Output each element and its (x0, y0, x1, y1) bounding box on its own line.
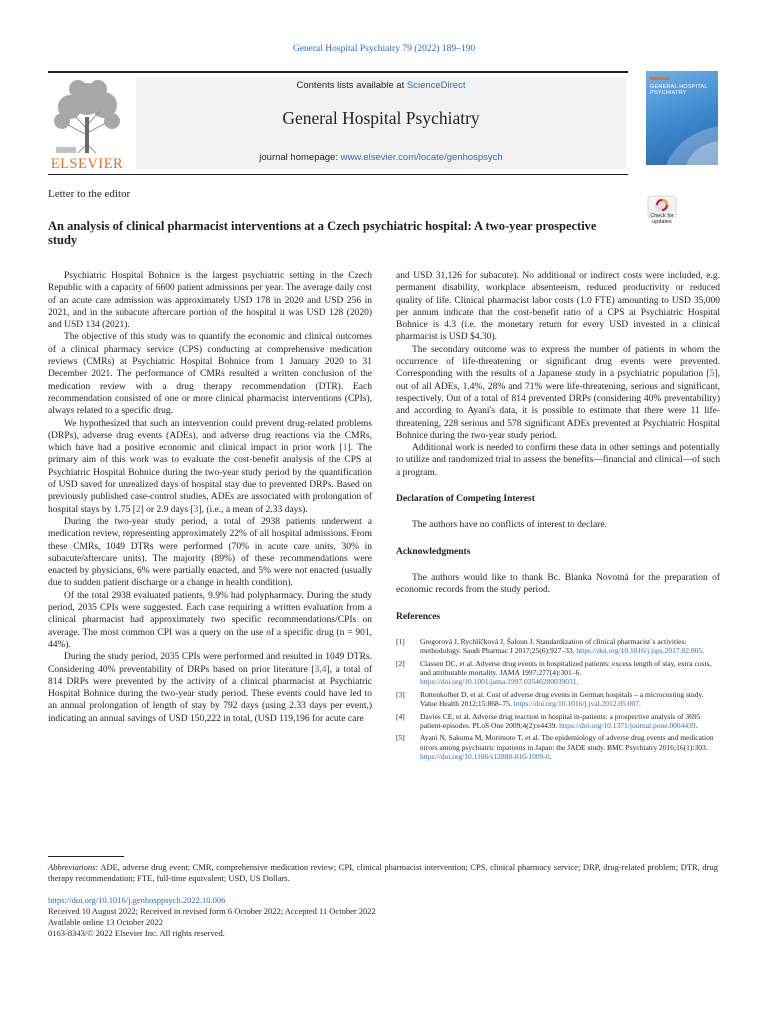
journal-banner (136, 77, 626, 169)
reference-item: [1] Gregorová J, Rychlíčková J, Šaloun J. Standardization of clinical pharmacist´s activities: methodology. Saudi Pharmac J 2017;25(6):927–33. https://doi.org/10.1016/j.jsps.2017.02.005. (396, 636, 704, 656)
citation-link[interactable]: 3 (193, 504, 199, 515)
contents-line: Contents lists available at ScienceDirect (296, 80, 466, 91)
reference-item: [5] Ayani N, Sakuma M, Morimoto T, et al. The epidemiology of adverse drug events and medication errors among psychiatric inpatients in Japan: the JADE study. BMC Psychiatry 2016;16(1):303. https://doi.org/10.1186/s12888-016-1009-0. (396, 733, 714, 762)
body-paragraph: and USD 31,126 for subacute). No additional or indirect costs were included, e.g. permanent disability, workplace absenteeism, reduced productivity or reduced quality of life. Clinical pharmacist labor costs (1.0 FTE) amounting to USD 35,000 per annum indicate that the cost-benefit ratio of a CPS at Psychiatric Hospital Bohnice is 4.3 (i.e. the monetary return for every USD invested in a clinical pharmacist is USD $4.30). (396, 271, 720, 343)
abbreviations-footnote: Abbreviations: ADE, adverse drug event; CMR, comprehensive medication review; CPI, clinical pharmacist intervention; CPS, clinical pharmacy service; DRP, drug-related problem; DTR, drug therapy recommendation; FTE, full-time equivalent; USD, US Dollars. (48, 862, 718, 883)
citation-link[interactable]: 5 (709, 369, 715, 380)
footnote-rule (48, 856, 124, 857)
citation-link[interactable]: 2 (135, 504, 141, 515)
section-heading-acknowledgments: Acknowledgments (396, 546, 471, 557)
journal-title: General Hospital Psychiatry (282, 108, 480, 128)
masthead-top-rule (48, 71, 628, 73)
check-for-updates-label[interactable]: Check for updates (650, 213, 674, 225)
masthead-bottom-rule (48, 174, 628, 175)
homepage-line: journal homepage: www.elsevier.com/locate/genhospsych (259, 152, 503, 163)
body-paragraph: Psychiatric Hospital Bohnice is the largest psychiatric setting in the Czech Republic with a capacity of 6600 patient admissions per year. The average daily cost of an acute care admission was approximately USD 178 in 2020 and USD 256 in 2021, and in the subacute aftercare portion of the hospital it was USD 128 (2020) and USD 134 (2021). (48, 271, 372, 331)
body-paragraph: During the two-year study period, a total of 2938 patients underwent a medication review, representing approximately 22% of all hospital admissions. From these CMRs, 1049 DTRs were performed (70% in acute care units, 30% in subacute/aftercare units). The majority (89%) of these recommendations were enacted by physicians, 6% were partially enacted, and 5% were not enacted (usually due to sudden patient discharge or a change in health condition). (48, 516, 372, 589)
acknowledgments-text: The authors would like to thank Bc. Blanka Novotná for the preparation of economic records from the study period. (396, 572, 720, 596)
reference-item: [2] Classen DC, et al. Adverse drug events in hospitalized patients: excess length of stay, extra costs, and attributable mortality. JAMA 1997;277(4):301–6. https://doi.org/10.1001/jama.1997.03540280039031. (396, 658, 712, 687)
journal-homepage-link[interactable]: www.elsevier.com/locate/genhospsych (340, 152, 503, 163)
body-paragraph: During the study period, 2035 CPIs were performed and resulted in 1049 DTRs. Considering 40% preventability of DRPs based on prior literature [3,4], a total of 814 DRPs were prevented by the activity of a clinical pharmacist at Psychiatric Hospital Bohnice during the two-year study period. These events could have led to an annual prolongation of length of stay by 792 days (using 2.33 days per event,) indicating an annual savings of USD 150,222 in total, (USD 119,196 for acute care (48, 652, 372, 724)
article-footer (48, 895, 718, 939)
article-type: Letter to the editor (48, 188, 131, 200)
body-paragraph: We hypothesized that such an intervention could prevent drug-related problems (DRPs), adverse drug events (ADEs), and adverse drug reactions via the CMRs, which have had a positive economic and clinical impact in prior work [1]. The primary aim of this work was to evaluate the cost-benefit analysis of the CPS at Psychiatric Hospital Bohnice during the two-year study period by the quantification of USD saved for unrealized days of hospital stay due to prevented DRPs. Based on previously published case-control studies, ADEs are associated with prolongation of hospital stays by 1.75 [2] or 2.9 days [3], (i.e., a mean of 2.33 days). (48, 418, 373, 515)
available-online: Available online 13 October 2022 (48, 917, 164, 927)
citation-link[interactable]: 3,4 (314, 664, 327, 675)
body-column-right (396, 270, 720, 765)
received-dates: Received 10 August 2022; Received in revised form 6 October 2022; Accepted 11 October 2022 (48, 906, 376, 916)
section-heading-conflict: Declaration of Competing Interest (396, 494, 535, 505)
conflict-statement: The authors have no conflicts of interest to declare. (412, 520, 607, 531)
sciencedirect-link[interactable]: ScienceDirect (406, 80, 466, 91)
copyright: 0163-8343/© 2022 Elsevier Inc. All rights reserved. (48, 928, 225, 938)
publisher-name: ELSEVIER (50, 156, 124, 172)
reference-doi-link[interactable]: https://doi.org/10.1371/journal.pone.0004439 (559, 721, 696, 731)
journal-cover-thumbnail (646, 71, 718, 165)
citation-link[interactable]: 1 (342, 443, 348, 454)
cover-title: GENERAL HOSPITAL PSYCHIATRY (650, 84, 708, 96)
body-paragraph: The secondary outcome was to express the number of patients in whom the occurrence of life-threatening or significant drug events were prevented. Corresponding with the results of a Japanese study in a psychiatric population [5], out of all ADEs, 1.4%, 28% and 71% were life-threatening, serious and significant, respectively. Out of a total of 814 prevented DRPs (considering 40% preventability) and according to Ayani's data, it is possible to estimate that there were 11 life-threatening, 228 serious and 578 significant ADEs prevented at Psychiatric Hospital Bohnice during the two-year study period. (396, 344, 720, 441)
reference-doi-link[interactable]: https://doi.org/10.1001/jama.1997.03540280039031 (420, 677, 577, 687)
body-paragraph: The objective of this study was to quantify the economic and clinical outcomes of a clinical pharmacy service (CPS) conducting at comprehensive medication reviews (CMRs) at Psychiatric Hospital Bohnice from 1 January 2020 to 31 December 2021. The performance of CMRs resulted a written conclusion of the medication review with a drug therapy recommendation (DTR). Each recommendation consisted of one or more clinical pharmacist interventions (CPIs), always related to a specific drug. (48, 332, 372, 417)
article-title: An analysis of clinical pharmacist interventions at a Czech psychiatric hospital: A two-year prospective study (48, 219, 597, 247)
running-head[interactable]: General Hospital Psychiatry 79 (2022) 189–190 (292, 44, 476, 54)
reference-item: [3] Rottenkolber D, et al. Cost of adverse drug events in German hospitals – a microcosting study. Value Health 2012;15:868–75. https://doi.org/10.1016/j.jval.2012.05.007. (396, 689, 704, 709)
body-column-left (48, 270, 372, 725)
masthead (48, 71, 628, 171)
body-paragraph: Of the total 2938 evaluated patients, 9.9% had polypharmacy. During the study period, 2035 CPIs were suggested. Each case requiring a written evaluation from a clinical pharmacist had approximately two specific recommendations/CPIs on average. The most common CPI was a query on the use of a specific drug (n = 901, 44%). (48, 590, 372, 650)
cover-art-icon (646, 71, 718, 165)
reference-doi-link[interactable]: https://doi.org/10.1186/s12888-016-1009-0 (420, 752, 550, 762)
elsevier-tree-logo-icon (48, 77, 126, 172)
article-doi-link[interactable]: https://doi.org/10.1016/j.genhosppsych.2022.10.006 (48, 895, 226, 905)
body-paragraph: Additional work is needed to confirm these data in other settings and potentially to utilize and randomized trial to assess the benefits—financial and clinical—of such a program. (396, 443, 720, 478)
reference-doi-link[interactable]: https://doi.org/10.1016/j.jsps.2017.02.005 (576, 646, 703, 656)
reference-item: [4] Davies CE, et al. Adverse drug reaction in hospital in-patients: a prospective analysis of 3695 patient-episodes. PLoS One 2009;4(2):e4439. https://doi.org/10.1371/journal.pone.0004439. (396, 711, 701, 731)
reference-doi-link[interactable]: https://doi.org/10.1016/j.jval.2012.05.007 (513, 699, 640, 709)
section-heading-references: References (396, 611, 441, 622)
reference-list (396, 637, 720, 762)
